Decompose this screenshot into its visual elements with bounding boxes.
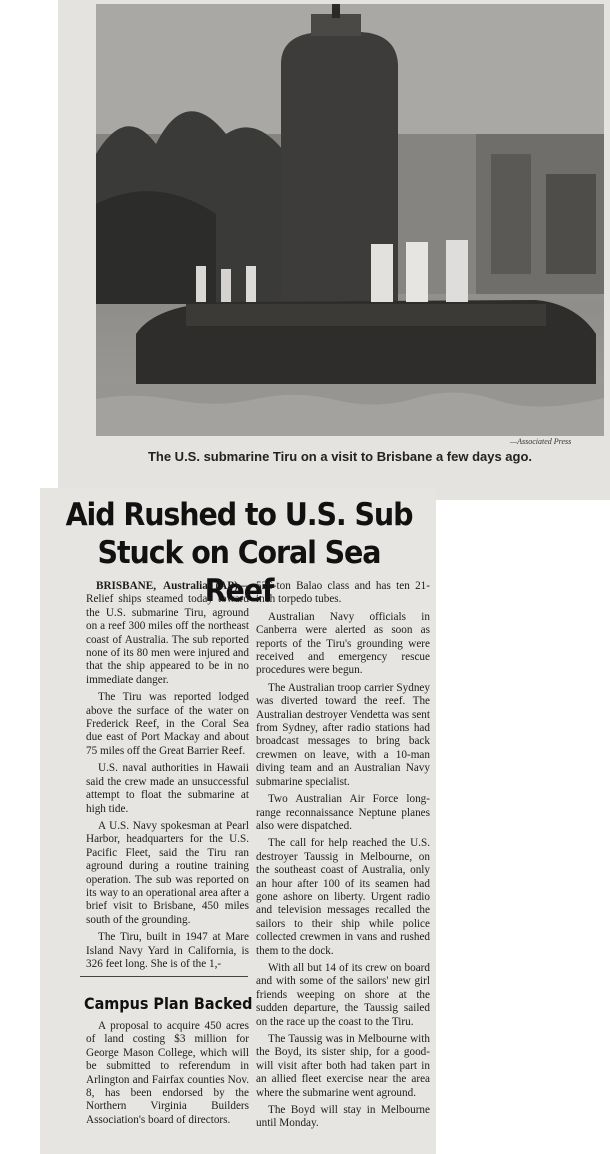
article-paragraph: The call for help reached the U.S. destroyer Taussig in Melbourne, on the southeast coast of Australia, only an hour after 100 of its seamen had gone ashore on liberty. Urgent radio and television messages recalled the sailors to their ship while police collected crewmen in vans and rushed them to the dock. bbox=[256, 837, 430, 957]
article-paragraph: The Taussig was in Melbourne with the Boyd, its sister ship, for a good-will visit after both had taken part in an allied fleet exercise near the area where the submarine went aground. bbox=[256, 1033, 430, 1099]
section-divider bbox=[80, 976, 248, 977]
submarine-photo bbox=[96, 4, 604, 436]
article-paragraph: The Australian troop carrier Sydney was diverted toward the reef. The Australian destroyer Vendetta was sent from Sydney, after radio stations had broadcast messages to bring back crewmen on leave, with a 10-man diving team and an Australian Navy submarine specialist. bbox=[256, 681, 430, 788]
submarine-image bbox=[96, 4, 604, 436]
brief-headline: Campus Plan Backed bbox=[84, 994, 253, 1013]
article-paragraph: 526-ton Balao class and has ten 21-inch torpedo tubes. bbox=[256, 580, 430, 606]
brief-paragraph: A proposal to acquire 450 acres of land costing $3 million for George Mason College, which will be submitted to referendum in Arlington and Fairfax counties Nov. 8, has been endorsed by the Northern Virginia Builders Association's board of directors. bbox=[86, 1020, 249, 1126]
article-paragraph: A U.S. Navy spokesman at Pearl Harbor, headquarters for the U.S. Pacific Fleet, said the Tiru ran aground during a routine training operation. The sub was reported on its way to an operational area after a brief visit to Brisbane, 450 miles south of the grounding. bbox=[86, 819, 249, 926]
article-paragraph: With all but 14 of its crew on board and with some of the sailors' new girl friends weeping on shore at the sudden departure, the Taussig sailed on the race up the coast to the Tiru. bbox=[256, 961, 430, 1028]
brief-column bbox=[86, 1020, 249, 1148]
dateline: BRISBANE, Australia (AP)— bbox=[96, 580, 249, 592]
article-paragraph: Australian Navy officials in Canberra were alerted as soon as reports of the Tiru's grounding were received and emergency rescue procedures were begun. bbox=[256, 610, 430, 677]
article-column-right bbox=[256, 580, 430, 1148]
article-paragraph: The Boyd will stay in Melbourne until Monday. bbox=[256, 1104, 430, 1130]
article-paragraph: U.S. naval authorities in Hawaii said the crew made an unsuccessful attempt to float the submarine at high tide. bbox=[86, 762, 249, 815]
headline: Aid Rushed to U.S. Sub Stuck on Coral Sea Reef bbox=[65, 497, 413, 609]
article-paragraph: The Tiru, built in 1947 at Mare Island Navy Yard in California, is 326 feet long. She is of the 1,- bbox=[86, 931, 249, 970]
article-paragraph bbox=[86, 580, 249, 687]
article-paragraph: Two Australian Air Force long-range reconnaissance Neptune planes also were dispatched. bbox=[256, 793, 430, 832]
photo-caption: The U.S. submarine Tiru on a visit to Brisbane a few days ago. bbox=[147, 449, 533, 464]
article-column-left bbox=[86, 580, 249, 970]
clipping-edge bbox=[430, 478, 610, 500]
article-text: Relief ships steamed today toward the U.S. submarine Tiru, aground on a reef 300 miles off the northeast coast of Australia. The sub reported none of its 80 men were injured and that the ship appeared to be in no immediate danger. bbox=[86, 593, 249, 686]
article-paragraph: The Tiru was reported lodged above the surface of the water on Frederick Reef, in the Coral Sea due east of Port Mackay and about 75 miles off the Great Barrier Reef. bbox=[86, 691, 249, 757]
photo-credit: —Associated Press bbox=[510, 437, 572, 446]
